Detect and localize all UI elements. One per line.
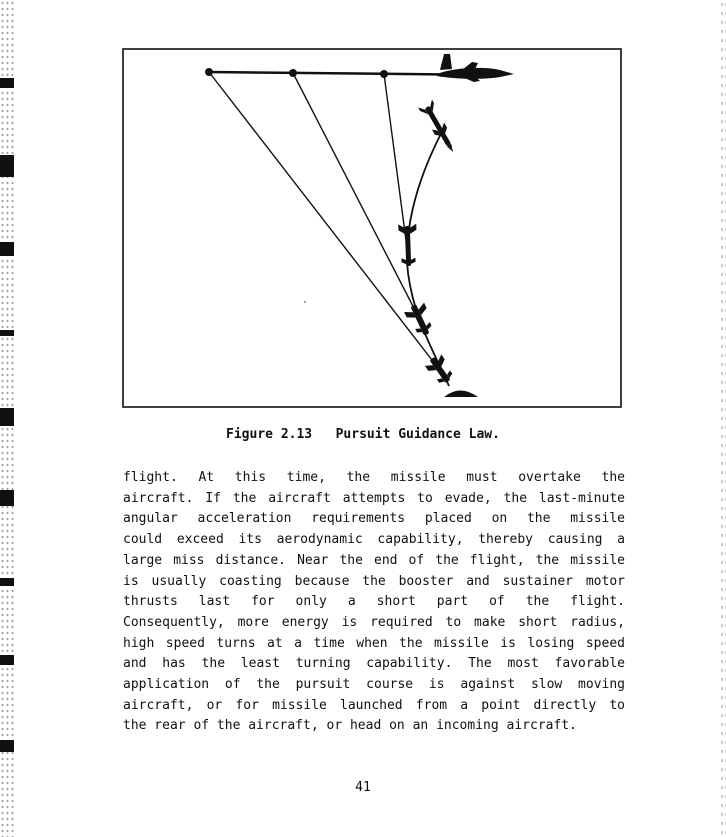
line-of-sight-lines	[209, 72, 442, 373]
scan-mark	[0, 408, 14, 426]
missile-icon	[418, 99, 460, 155]
text-line: large miss distance. Near the end of the flight, the missile	[123, 552, 625, 568]
scan-mark	[0, 578, 14, 586]
scan-speck	[304, 301, 306, 303]
text-line: application of the pursuit course is against slow moving	[123, 677, 625, 693]
scan-mark	[0, 740, 14, 752]
scan-edge-right	[720, 0, 726, 837]
body-paragraph	[123, 468, 625, 737]
text-line: aircraft, or for missile launched from a point directly to	[123, 697, 625, 713]
scan-mark	[0, 655, 14, 665]
missile-icon	[424, 353, 456, 387]
pursuit-guidance-figure	[122, 48, 622, 408]
text-line: angular acceleration requirements placed on the missile	[123, 511, 625, 527]
page-number: 41	[355, 780, 371, 795]
scan-mark	[0, 155, 14, 177]
scan-mark	[0, 490, 14, 506]
text-line: the rear of the aircraft, or head on an incoming aircraft.	[123, 718, 577, 734]
text-line: and has the least turning capability. The most favorable	[123, 656, 625, 672]
text-line: is usually coasting because the booster and sustainer motor	[123, 573, 625, 589]
missile-icon	[403, 301, 436, 339]
text-line: flight. At this time, the missile must overtake the	[123, 470, 625, 485]
missile-pursuit-trajectory	[407, 128, 449, 386]
target-aircraft-icon	[437, 54, 514, 82]
figure-caption: Figure 2.13 Pursuit Guidance Law.	[226, 427, 500, 442]
text-line: could exceed its aerodynamic capability, thereby causing a	[123, 532, 625, 548]
text-line: aircraft. If the aircraft attempts to evade, the last-minute	[123, 490, 625, 506]
launch-site-icon	[444, 391, 478, 398]
scan-mark	[0, 78, 14, 88]
text-line: thrusts last for only a short part of the flight.	[123, 594, 625, 610]
scan-mark	[0, 242, 14, 256]
text-line: Consequently, more energy is required to make short radius,	[123, 614, 625, 630]
text-line: high speed turns at a time when the missile is losing speed	[123, 635, 625, 651]
scan-mark	[0, 330, 14, 336]
missile-icon	[398, 224, 417, 267]
